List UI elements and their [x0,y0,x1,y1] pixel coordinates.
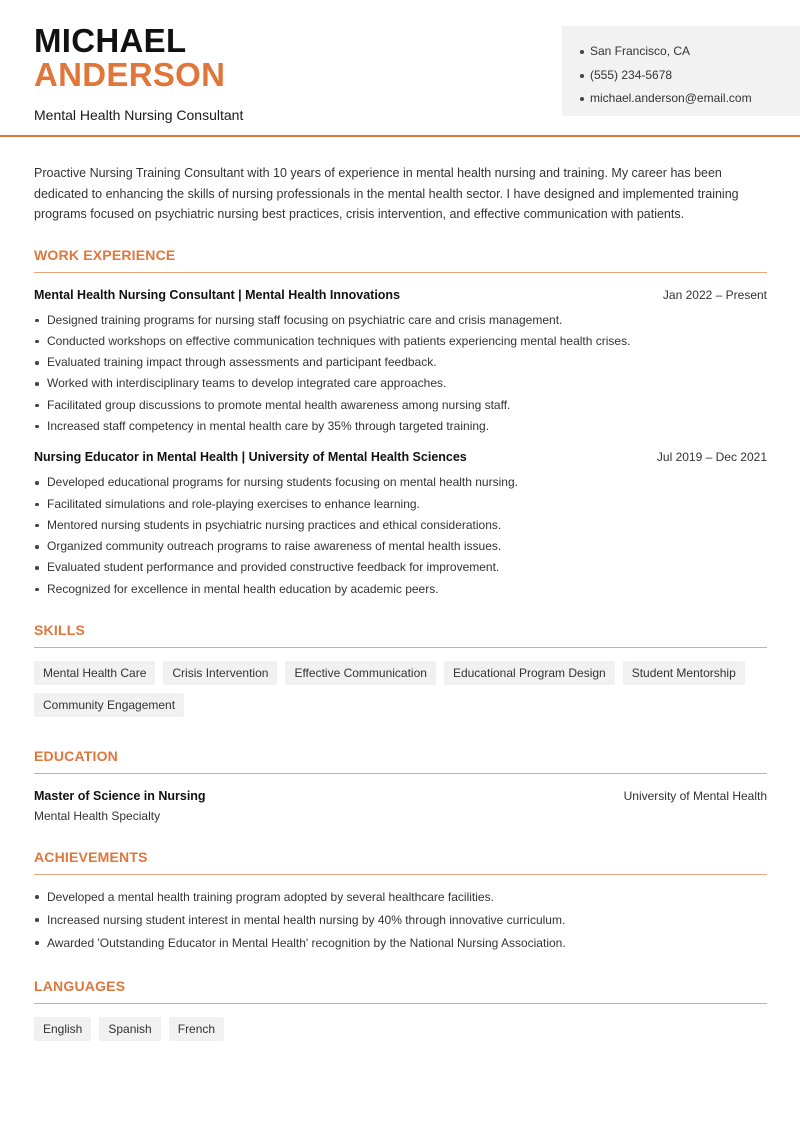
job-role: Nursing Educator in Mental Health | University of Mental Health Sciences [34,450,467,465]
language-tag: Spanish [99,1017,160,1041]
list-item: Facilitated simulations and role-playing exercises to enhance learning. [34,494,767,515]
list-item: Mentored nursing students in psychiatric nursing practices and ethical considerations. [34,515,767,536]
list-item: Increased nursing student interest in mental health nursing by 40% through innovative curriculum. [34,909,767,932]
job-role: Mental Health Nursing Consultant | Mental Health Innovations [34,287,401,302]
job-dates: Jan 2022 – Present [662,287,767,302]
name-block [34,24,243,123]
language-tag: English [34,1017,91,1041]
section-title-work: WORK EXPERIENCE [34,247,767,273]
list-item: Designed training programs for nursing staff focusing on psychiatric care and crisis management. [34,310,767,331]
job-bullets [34,310,767,438]
edu-school: University of Mental Health [623,789,767,804]
list-item: Worked with interdisciplinary teams to develop integrated care approaches. [34,373,767,394]
list-item: Developed educational programs for nursing students focusing on mental health nursing. [34,472,767,493]
skill-tag: Student Mentorship [623,661,745,685]
language-tag: French [169,1017,224,1041]
edu-degree: Master of Science in Nursing [34,789,206,804]
job-entry [34,450,767,600]
achievement-bullets [34,886,767,955]
skill-tag: Educational Program Design [444,661,615,685]
edu-specialty: Mental Health Specialty [34,809,161,824]
resume-header [0,0,800,137]
education-section [34,748,767,823]
list-item: Developed a mental health training program adopted by several healthcare facilities. [34,886,767,909]
first-name: MICHAEL [34,22,187,59]
contact-location: San Francisco, CA [580,40,800,64]
list-item: Increased staff competency in mental health care by 35% through targeted training. [34,416,767,437]
section-title-achievements: ACHIEVEMENTS [34,849,767,875]
list-item: Facilitated group discussions to promote mental health awareness among nursing staff. [34,395,767,416]
skill-tags [34,661,767,717]
list-item: Evaluated student performance and provided constructive feedback for improvement. [34,557,767,578]
resume-body [34,163,767,1041]
skill-tag: Mental Health Care [34,661,155,685]
last-name: ANDERSON [34,56,226,93]
achievements-section [34,849,767,955]
skill-tag: Community Engagement [34,693,184,717]
list-item: Evaluated training impact through assessments and participant feedback. [34,352,767,373]
job-dates: Jul 2019 – Dec 2021 [656,450,767,465]
list-item: Organized community outreach programs to raise awareness of mental health issues. [34,536,767,557]
contact-box [562,26,800,116]
section-title-education: EDUCATION [34,748,767,774]
summary: Proactive Nursing Training Consultant with 10 years of experience in mental health nursing and training. My career has been dedicated to enhancing the skills of nursing professionals in the mental health sector. I have designed and implemented training programs focused on psychiatric nursing best practices, crisis intervention, and effective communication with patients. [34,166,739,221]
job-entry [34,288,767,438]
job-bullets [34,472,767,600]
list-item: Awarded 'Outstanding Educator in Mental Health' recognition by the National Nursing Association. [34,932,767,955]
skill-tag: Effective Communication [285,661,436,685]
skills-section [34,622,767,717]
contact-phone: (555) 234-5678 [580,64,800,88]
list-item: Conducted workshops on effective communication techniques with patients experiencing mental health crises. [34,331,767,352]
skill-tag: Crisis Intervention [163,661,277,685]
contact-list [580,40,800,111]
work-section [34,247,767,601]
job-title: Mental Health Nursing Consultant [34,107,244,123]
section-title-languages: LANGUAGES [34,978,767,1004]
list-item: Recognized for excellence in mental health education by academic peers. [34,579,767,600]
contact-email[interactable]: michael.anderson@email.com [580,87,800,111]
section-title-skills: SKILLS [34,622,767,648]
languages-section [34,978,767,1041]
language-tags [34,1017,767,1041]
